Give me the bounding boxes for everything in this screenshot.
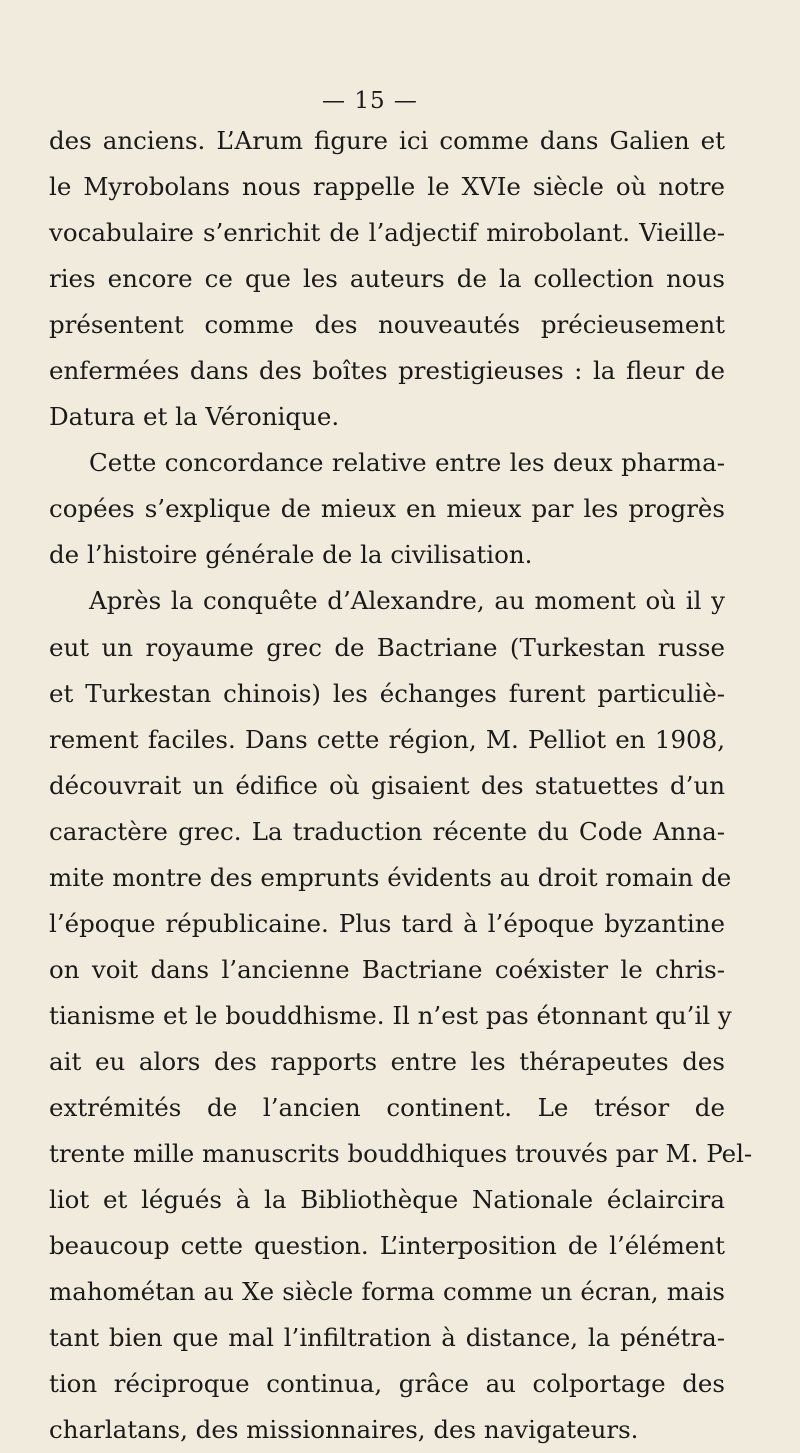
text-line: Cette concordance relative entre les deux pharma-: [89, 448, 725, 478]
body-text: [49, 118, 753, 1453]
text-line: Datura et la Véronique.: [49, 402, 340, 432]
page-number: — 15 —: [322, 88, 418, 114]
text-line: tion réciproque continua, grâce au colportage des: [49, 1369, 725, 1399]
text-line: l’époque républicaine. Plus tard à l’époque byzantine: [49, 908, 725, 938]
text-line: des anciens. L’Arum figure ici comme dans Galien et: [49, 126, 725, 155]
text-line: charlatans, des missionnaires, des navigateurs.: [49, 1415, 639, 1445]
text-line: tianisme et le bouddhisme. Il n’est pas étonnant qu’il y: [49, 1000, 732, 1030]
text-line: on voit dans l’ancienne Bactriane coéxister le chris-: [49, 954, 725, 984]
text-line: beaucoup cette question. L’interposition de l’élément: [49, 1231, 725, 1261]
text-line: ries encore ce que les auteurs de la collection nous: [49, 264, 725, 294]
text-line: mite montre des emprunts évidents au droit romain de: [49, 862, 732, 892]
text-line: Après la conquête d’Alexandre, au moment où il y: [89, 586, 725, 616]
text-line: mahométan au Xe siècle forma comme un écran, mais: [49, 1277, 725, 1307]
text-line: et Turkestan chinois) les échanges furent particuliè-: [49, 678, 725, 708]
text-line: de l’histoire générale de la civilisation.: [49, 540, 533, 570]
text-line: eut un royaume grec de Bactriane (Turkestan russe: [49, 632, 725, 662]
text-line: le Myrobolans nous rappelle le XVIe siècle où notre: [49, 172, 725, 202]
text-line: copées s’explique de mieux en mieux par les progrès: [49, 494, 725, 524]
text-line: enfermées dans des boîtes prestigieuses : la fleur de: [49, 356, 725, 386]
text-line: liot et légués à la Bibliothèque Nationale éclaircira: [49, 1185, 725, 1215]
text-line: vocabulaire s’enrichit de l’adjectif mirobolant. Vieille-: [49, 218, 725, 248]
text-line: ait eu alors des rapports entre les thérapeutes des: [49, 1046, 725, 1076]
text-line: présentent comme des nouveautés précieusement: [49, 310, 725, 340]
text-line: caractère grec. La traduction récente du Code Anna-: [49, 816, 725, 846]
text-line: rement faciles. Dans cette région, M. Pelliot en 1908,: [49, 724, 725, 754]
text-line: découvrait un édifice où gisaient des statuettes d’un: [49, 770, 725, 800]
text-line: trente mille manuscrits bouddhiques trouvés par M. Pel-: [49, 1139, 753, 1169]
text-line: extrémités de l’ancien continent. Le trésor de: [49, 1092, 725, 1122]
text-line: tant bien que mal l’infiltration à distance, la pénétra-: [49, 1323, 725, 1353]
